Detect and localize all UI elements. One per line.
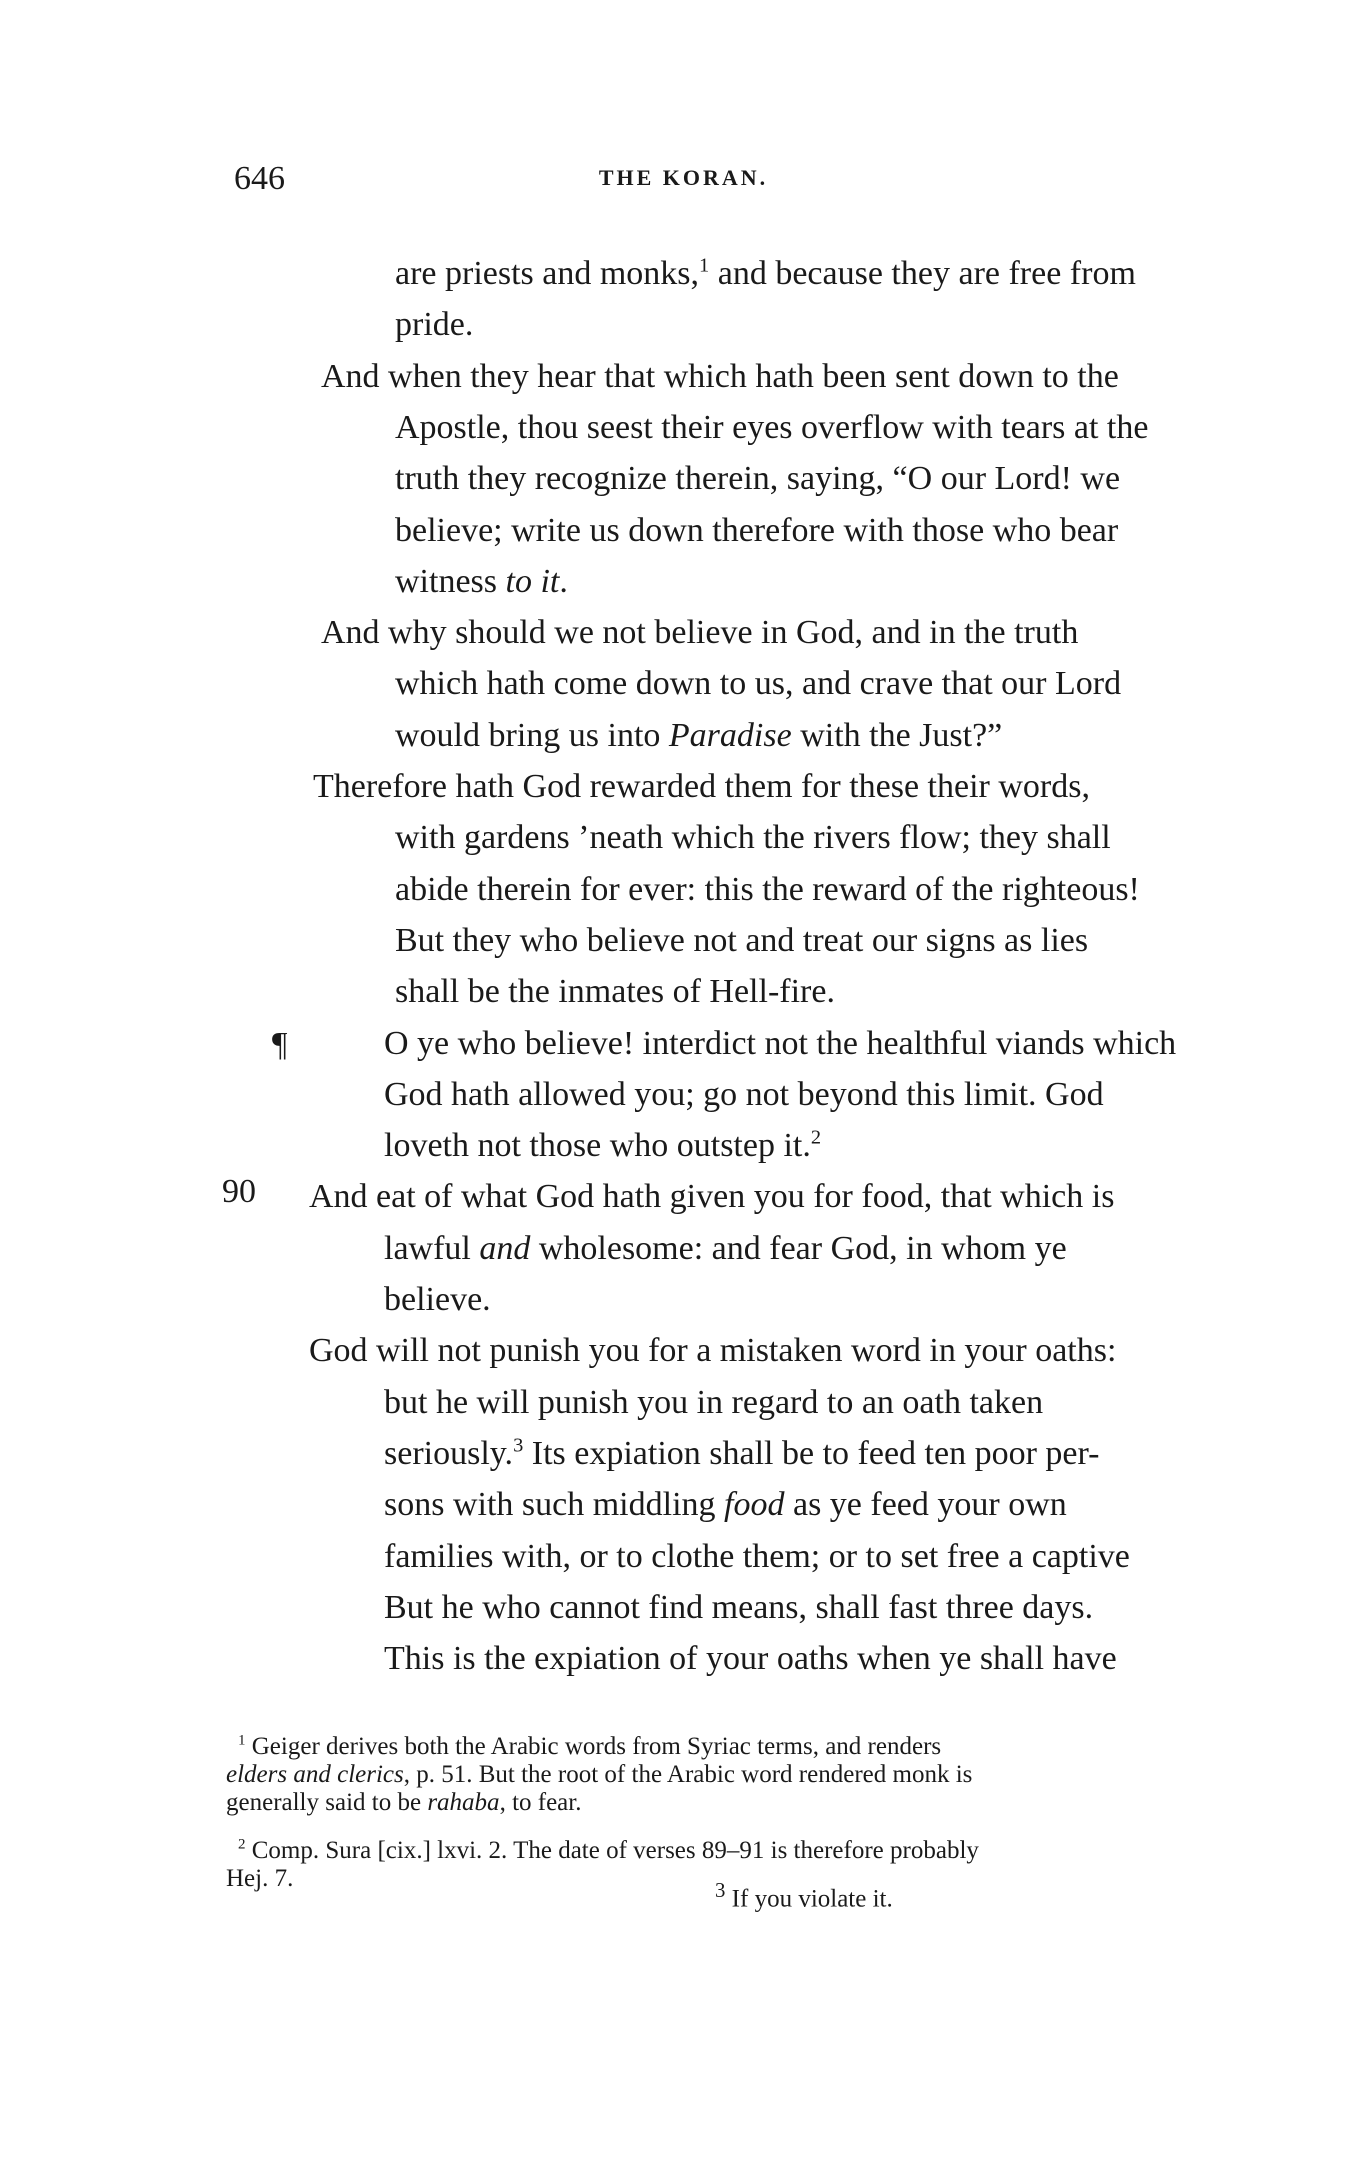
italic-text: and [479,1230,531,1267]
pilcrow-marker: ¶ [272,1026,288,1063]
line-text: , p. 51. But the root of the Arabic word rendered monk is [403,1761,973,1788]
body-line [395,818,1111,858]
line-text: pride. [395,306,474,343]
line-text: God will not punish you for a mistaken word in your oaths: [309,1332,1117,1369]
verse-number: 90 [222,1173,256,1210]
body-line [384,1229,1067,1269]
line-text: abide therein for ever: this the reward of the righteous! [395,871,1140,908]
body-line [384,1639,1117,1679]
line-text: believe. [384,1281,491,1318]
body-line [309,1177,1114,1217]
footnote-line [226,1865,293,1893]
line-text: And when they hear that which hath been sent down to the [321,358,1119,395]
body-line [384,1485,1067,1525]
body-line [395,254,1136,294]
footnote-marker: 3 [715,1878,726,1902]
body-line [313,767,1090,807]
footnote-line [226,1761,972,1789]
body-line [395,664,1121,704]
body-line [384,1588,1093,1628]
line-text: seriously. [384,1435,514,1472]
italic-text: food [724,1486,785,1523]
body-line [309,1331,1116,1371]
line-text: Therefore hath God rewarded them for these their words, [313,768,1090,805]
line-text: Comp. Sura [cix.] lxvi. 2. The date of verses 89–91 is therefore probably [245,1837,979,1864]
body-line [384,1434,1099,1474]
page-number: 646 [234,160,285,197]
body-line [395,511,1118,551]
line-text: with gardens ’neath which the rivers flow; they shall [395,819,1111,856]
body-line [395,716,1002,756]
body-line [321,357,1119,397]
footnote-marker: 3 [513,1434,524,1457]
line-text: and because they are free from [709,255,1136,292]
body-line [395,870,1140,910]
line-text: but he will punish you in regard to an oath taken [384,1384,1044,1421]
footnote-marker: 1 [238,1732,246,1749]
running-head: THE KORAN. [598,165,769,190]
line-text: sons with such middling [384,1486,725,1523]
footnote-3 [715,1876,893,1913]
footnote-line [238,1733,941,1761]
italic-text: rahaba [427,1789,500,1816]
line-text: would bring us into [395,717,669,754]
body-line [395,305,473,345]
line-text: with the Just?” [791,717,1003,754]
line-text: loveth not those who outstep it. [384,1127,811,1164]
body-line [395,459,1120,499]
body-line [384,1075,1104,1115]
line-text: This is the expiation of your oaths when ye shall have [384,1640,1117,1677]
body-line [384,1383,1043,1423]
line-text: Apostle, thou seest their eyes overflow with tears at the [395,409,1149,446]
footnote-line [226,1789,581,1817]
body-line [395,408,1148,448]
line-text: believe; write us down therefore with those who bear [395,512,1119,549]
italic-text: Paradise [668,717,792,754]
line-text: But he who cannot find means, shall fast three days. [384,1589,1094,1626]
line-text: as ye feed your own [784,1486,1067,1523]
line-text: Hej. 7. [226,1865,294,1892]
line-text: Geiger derives both the Arabic words from Syriac terms, and renders [245,1733,942,1760]
body-line [321,613,1078,653]
line-text: O ye who believe! interdict not the healthful viands which [384,1025,1177,1062]
line-text: shall be the inmates of Hell-fire. [395,973,835,1010]
line-text: And eat of what God hath given you for food, that which is [309,1178,1115,1215]
line-text: But they who believe not and treat our signs as lies [395,922,1089,959]
body-line [384,1537,1130,1577]
italic-text: to it [505,563,560,600]
line-text: families with, or to clothe them; or to set free a captive [384,1538,1130,1575]
line-text: . [559,563,568,600]
body-line [384,1126,821,1166]
line-text: If you violate it. [725,1885,893,1913]
line-text: generally said to be [226,1789,428,1816]
line-text: are priests and monks, [395,255,700,292]
line-text: truth they recognize therein, saying, “O our Lord! we [395,460,1121,497]
footnote-line [238,1837,979,1865]
footnote-marker: 2 [810,1126,822,1149]
line-text: And why should we not believe in God, and in the truth [321,614,1079,651]
body-line [395,972,835,1012]
line-text: wholesome: and fear God, in whom ye [530,1230,1067,1267]
body-line [395,921,1088,961]
footnote-marker: 1 [699,254,710,277]
body-line [395,562,568,602]
line-text: which hath come down to us, and crave that our Lord [395,665,1122,702]
line-text: God hath allowed you; go not beyond this limit. God [384,1076,1104,1113]
italic-text: elders and clerics [226,1761,404,1788]
line-text: , to fear. [499,1789,582,1816]
body-line [384,1024,1176,1064]
footnote-marker: 2 [238,1836,246,1853]
body-line [384,1280,491,1320]
line-text: witness [395,563,506,600]
line-text: Its expiation shall be to feed ten poor per- [523,1435,1100,1472]
line-text: lawful [384,1230,480,1267]
